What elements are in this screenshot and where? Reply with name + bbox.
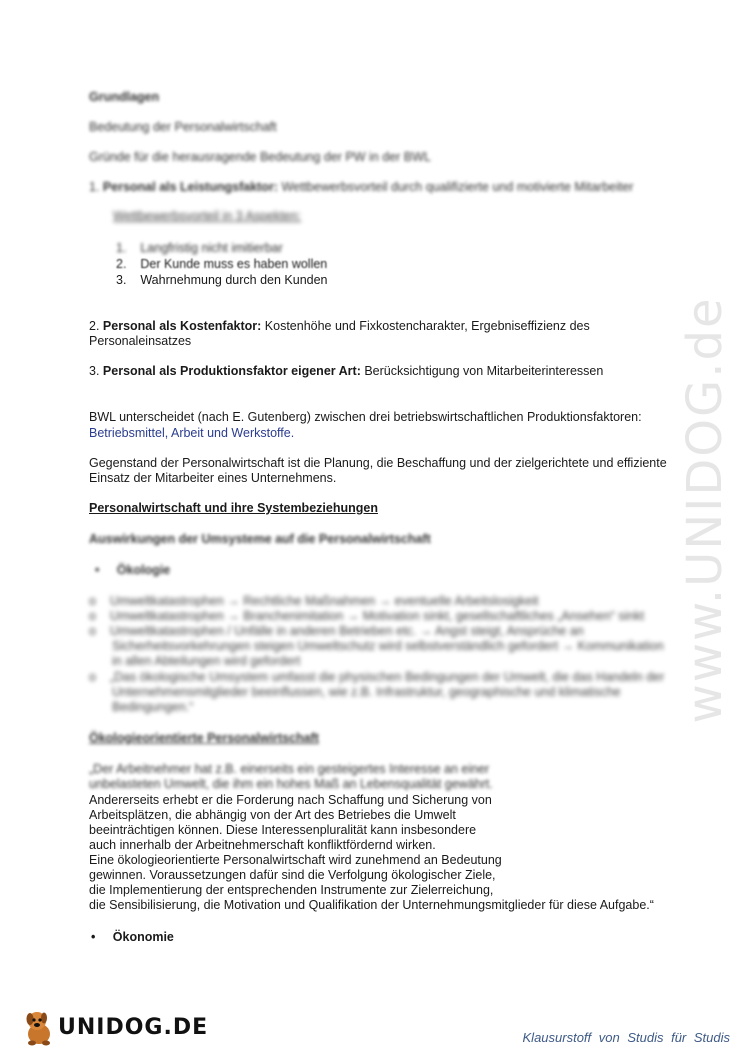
aspect-1: 1. Langfristig nicht imitierbar xyxy=(116,241,283,255)
oeko-item-2: o Umweltkatastrophen → Branchenimitation → Motivation sinkt, gesellschaftliches „Ansehen“ sinkt xyxy=(89,609,645,623)
quote-blur-2: unbelasteten Umwelt, die ihm ein hohes Maß an Lebensqualität gewährt. xyxy=(89,777,493,791)
quote-line-8: die Sensibilisierung, die Motivation und Qualifikation der Unternehmungsmitglieder für diese Aufgabe.“ xyxy=(89,898,654,912)
gutenberg-line-1: BWL unterscheidet (nach E. Gutenberg) zwischen drei betriebswirtschaftlichen Produktionsfaktoren: xyxy=(89,410,642,424)
tagline: Klausurstoff von Studis für Studis xyxy=(522,1030,730,1045)
bullet-oekonomie: • Ökonomie xyxy=(91,930,174,944)
aspect-3: 3. Wahrnehmung durch den Kunden xyxy=(116,273,328,287)
logo-text: UNIDOG.DE xyxy=(58,1014,209,1040)
reasons-heading: Gründe für die herausragende Bedeutung der PW in der BWL xyxy=(89,150,431,164)
unidog-logo xyxy=(22,1007,208,1047)
quote-blur-1: „Der Arbeitnehmer hat z.B. einerseits ein gesteigertes Interesse an einer xyxy=(89,762,490,776)
point-1: 1. Personal als Leistungsfaktor: Wettbewerbsvorteil durch qualifizierte und motivierte Mitarbeiter xyxy=(89,180,634,194)
point-2: 2. Personal als Kostenfaktor: Kostenhöhe und Fixkostencharakter, Ergebniseffizienz des xyxy=(89,319,590,333)
oeko-item-4-cont2: Bedingungen.“ xyxy=(112,700,194,714)
subheading: Bedeutung der Personalwirtschaft xyxy=(89,120,277,134)
heading: Grundlagen xyxy=(89,90,160,104)
bullet-dot: • xyxy=(91,930,96,944)
gegenstand-line-1: Gegenstand der Personalwirtschaft ist die Planung, die Beschaffung und der zielgerichtete und effiziente xyxy=(89,456,667,470)
aspect-2: 2. Der Kunde muss es haben wollen xyxy=(116,257,328,271)
section-2-sub: Auswirkungen der Umsysteme auf die Personalwirtschaft xyxy=(89,532,431,546)
point-1-sub: Wettbewerbsvorteil in 3 Aspekten: xyxy=(113,209,302,223)
oeko-item-4: o „Das ökologische Umsystem umfasst die physischen Bedingungen der Umwelt, die das Handeln der xyxy=(89,670,665,684)
quote-line-4: auch innerhalb der Arbeitnehmerschaft konfliktfördernd wirken. xyxy=(89,838,436,852)
oeko-item-4-cont: Unternehmensmitglieder beeinflussen, wie z.B. Infrastruktur, geographische und klimatische xyxy=(112,685,621,699)
oeko-item-3: o Umweltkatastrophen / Unfälle in anderen Betrieben etc. → Angst steigt, Ansprüche an xyxy=(89,624,584,638)
point-2-cont: Personaleinsatzes xyxy=(89,334,192,348)
bullet-oekologie: • Ökologie xyxy=(95,563,171,577)
quote-line-1: Andererseits erhebt er die Forderung nach Schaffung und Sicherung von xyxy=(89,793,492,807)
dog-icon xyxy=(22,1007,56,1047)
oeko-item-3-cont: Sicherheitsvorkehrungen steigen Umweltschutz wird selbstverständlich gefordert → Kommunikation xyxy=(112,639,664,653)
bullet-dot: • xyxy=(95,563,100,577)
quote-line-7: die Implementierung der entsprechenden Instrumente zur Zielerreichung, xyxy=(89,883,494,897)
oeko-item-3-cont2: in allen Abteilungen wird gefordert xyxy=(112,654,301,668)
quote-line-5: Eine ökologieorientierte Personalwirtschaft wird zunehmend an Bedeutung xyxy=(89,853,502,867)
quote-line-2: Arbeitsplätzen, die abhängig von der Art des Betriebes die Umwelt xyxy=(89,808,456,822)
gegenstand-line-2: Einsatz der Mitarbeiter eines Unternehmens. xyxy=(89,471,337,485)
quote-line-6: gewinnen. Voraussetzungen dafür sind die Verfolgung ökologischer Ziele, xyxy=(89,868,496,882)
oeko-item-1: o Umweltkatastrophen → Rechtliche Maßnahmen → eventuelle Arbeitslosigkeit xyxy=(89,594,539,608)
oeko-pw-title: Ökologieorientierte Personalwirtschaft xyxy=(89,731,319,745)
section-2-title: Personalwirtschaft und ihre Systembeziehungen xyxy=(89,501,378,515)
watermark: www.UNIDOG.de xyxy=(677,296,733,724)
point-3: 3. Personal als Produktionsfaktor eigener Art: Berücksichtigung von Mitarbeiterinteressen xyxy=(89,364,604,378)
quote-line-3: beeinträchtigen können. Diese Interessenpluralität kann insbesondere xyxy=(89,823,477,837)
gutenberg-line-2: Betriebsmittel, Arbeit und Werkstoffe. xyxy=(89,426,295,440)
